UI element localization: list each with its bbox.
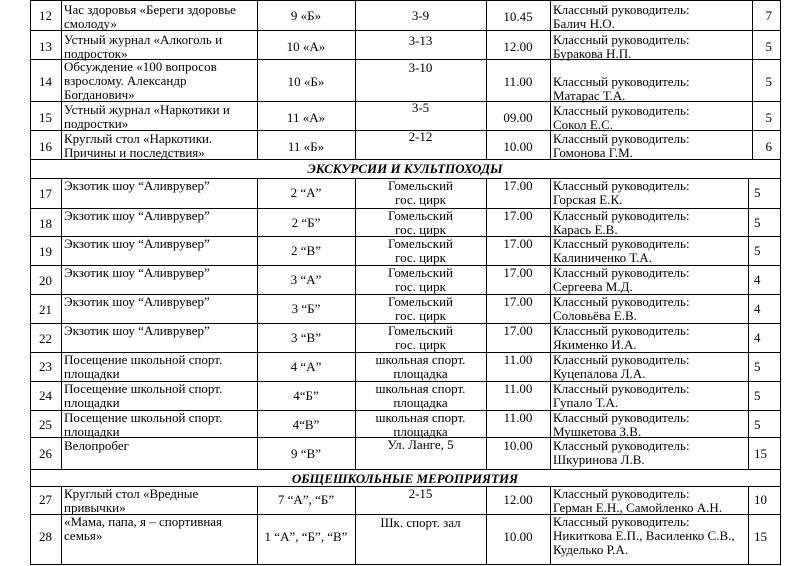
column-border [61,437,62,470]
column-border [550,514,551,565]
column-border [748,410,749,438]
responsible: Классный руководитель: [553,514,690,529]
participant-count: 5 [765,39,772,54]
responsible: Классный руководитель: [553,131,690,146]
responsible: Соловьёва Е.В. [553,308,637,323]
responsible: Классный руководитель: [553,323,690,338]
column-border [550,265,551,295]
responsible: Шкуринова Л.В. [553,452,645,467]
row-number: 21 [39,302,52,317]
column-border [748,514,749,565]
place: Шк. спорт. зал [380,515,461,530]
column-border [550,352,551,382]
row-number: 13 [39,39,52,54]
class-name: 10 «А» [286,39,326,54]
class-name: 9 «Б» [290,8,322,23]
class-name: 4“Б” [293,388,319,403]
place: площадка [393,395,448,410]
time: 09.00 [503,110,533,125]
time: 10.00 [503,139,533,154]
responsible: Классный руководитель: [553,236,690,251]
responsible: Классный руководитель: [553,294,690,309]
column-border [61,265,62,295]
class-name: 3 “А” [290,272,322,287]
column-border [550,410,551,438]
class-name: 11 «А» [286,110,326,125]
event-name: Богданович» [64,87,135,102]
place: гос. цирк [395,222,446,237]
column-border [748,352,749,382]
event-name: площадки [64,424,120,439]
participant-count: 15 [754,529,767,544]
event-name: смолоду» [64,16,117,31]
column-border [748,294,749,324]
column-border [550,437,551,470]
responsible: Герман Е.Н., Самойленко А.Н. [553,500,723,515]
row-number: 15 [39,110,52,125]
event-name: подросток» [64,46,128,61]
column-border [61,381,62,411]
time: 17.00 [503,178,533,193]
time: 10.00 [503,438,533,453]
time: 11.00 [503,74,533,89]
event-name: Экзотик шоу “Аливрувер” [64,236,210,251]
column-border [748,381,749,411]
participant-count: 7 [765,8,772,23]
responsible: Куделько Р.А. [553,542,629,557]
place: Гомельский [387,178,454,193]
column-border [550,381,551,411]
event-name: Круглый стол «Наркотики. [64,131,213,146]
place: Ул. Ланге, 5 [387,437,454,452]
responsible: Матарас Т.А. [553,88,626,103]
column-border [550,59,551,102]
responsible: Классный руководитель: [553,410,690,425]
column-border [780,30,781,60]
column-border [748,265,749,295]
responsible: Гомонова Г.М. [553,145,633,160]
event-name: Причины и последствия» [64,145,205,160]
time: 17.00 [503,294,533,309]
column-border [61,352,62,382]
participant-count: 6 [765,139,772,154]
column-border [748,178,749,209]
participant-count: 5 [754,243,761,258]
responsible: Классный руководитель: [553,486,690,501]
column-border [61,59,62,102]
column-border [61,101,62,131]
responsible: Классный руководитель: [553,208,690,223]
row-number: 17 [39,186,52,201]
place: гос. цирк [395,279,446,294]
participant-count: 4 [754,301,761,316]
row-number: 12 [39,8,52,23]
time: 11.00 [503,410,533,425]
responsible: Гупало Т.А. [553,395,619,410]
column-border [780,59,781,102]
place: Гомельский [387,208,454,223]
place: 3-9 [411,8,430,23]
class-name: 2 “Б” [291,215,321,230]
row-number: 23 [39,359,52,374]
column-border [61,410,62,438]
responsible: Классный руководитель: [553,438,690,453]
class-name: 1 “А”, “Б”, “В” [264,529,348,544]
row-number: 18 [39,216,52,231]
responsible: Классный руководитель: [553,74,690,89]
place: гос. цирк [395,337,446,352]
responsible: Классный руководитель: [553,32,690,47]
row-number: 24 [39,388,52,403]
event-name: площадки [64,366,120,381]
participant-count: 5 [754,388,761,403]
column-border [61,323,62,353]
event-name: Устный журнал «Алкоголь и [64,32,223,47]
event-name: Экзотик шоу “Аливрувер” [64,265,210,280]
place: площадка [393,366,448,381]
place: Гомельский [387,323,454,338]
responsible: Сокол Е.С. [553,117,614,132]
column-border [780,159,781,179]
row-border [30,0,781,1]
event-name: Экзотик шоу “Аливрувер” [64,208,210,223]
place: 2-12 [408,129,433,144]
column-border [61,236,62,266]
row-number: 20 [39,273,52,288]
participant-count: 4 [754,330,761,345]
place: 3-10 [408,60,433,75]
event-name: Велопробег [64,438,129,453]
column-border [61,208,62,237]
time: 10.00 [503,529,533,544]
responsible: Калиниченко Т.А. [553,250,652,265]
event-name: привычки» [64,500,126,515]
participant-count: 10 [754,492,767,507]
class-name: 4 “А” [290,359,322,374]
class-name: 11 «Б» [287,139,325,154]
responsible: Мушкетова З.В. [553,424,642,439]
time: 12.00 [503,492,533,507]
column-border [550,323,551,353]
time: 12.00 [503,39,533,54]
event-name: Круглый стол «Вредные [64,486,199,501]
responsible: Классный руководитель: [553,103,690,118]
column-border [550,486,551,515]
place: гос. цирк [395,250,446,265]
responsible: Буракова Н.П. [553,46,632,61]
class-name: 2 “В” [291,243,321,258]
responsible: Классный руководитель: [553,265,690,280]
time: 17.00 [503,236,533,251]
row-number: 28 [39,529,52,544]
class-name: 2 “А” [290,185,322,200]
column-border [550,0,551,31]
event-name: семья» [64,528,103,543]
row-number: 25 [39,417,52,432]
participant-count: 5 [765,74,772,89]
responsible: Якименко И.А. [553,337,637,352]
class-name: 4“В” [292,417,320,432]
event-name: «Мама, папа, я – спортивная [64,514,223,529]
participant-count: 5 [754,359,761,374]
column-border [61,294,62,324]
participant-count: 5 [754,417,761,432]
column-border [550,30,551,60]
participant-count: 5 [754,185,761,200]
column-border [550,130,551,160]
event-name: Экзотик шоу “Аливрувер” [64,294,210,309]
column-border [61,486,62,515]
event-name: Посещение школьной спорт. [64,410,223,425]
place: гос. цирк [395,308,446,323]
place: школьная спорт. [375,410,466,425]
time: 10.45 [503,9,533,24]
event-name: Посещение школьной спорт. [64,381,223,396]
event-name: подростки» [64,116,129,131]
section-heading: ЭКСКУРСИИ И КУЛЬТПОХОДЫ [307,161,503,176]
event-name: Посещение школьной спорт. [64,352,223,367]
column-border [550,178,551,209]
event-name: взрослому. Александр [64,73,187,88]
responsible: Классный руководитель: [553,2,690,17]
class-name: 9 “В” [291,446,321,461]
column-border [550,208,551,237]
section-heading: ОБЩЕШКОЛЬНЫЕ МЕРОПРИЯТИЯ [291,471,519,486]
column-border [550,294,551,324]
responsible: Классный руководитель: [553,352,690,367]
place: школьная спорт. [375,352,466,367]
row-number: 26 [39,446,52,461]
place: школьная спорт. [375,381,466,396]
responsible: Сергеева М.Д. [553,279,633,294]
event-name: площадки [64,395,120,410]
row-border [30,469,781,470]
column-border [780,0,781,31]
column-border [748,208,749,237]
column-border [748,236,749,266]
column-border [61,30,62,60]
place: 3-13 [408,33,433,48]
time: 17.00 [503,265,533,280]
column-border [748,323,749,353]
place: 2-15 [408,486,433,501]
column-border [748,486,749,515]
responsible: Классный руководитель: [553,381,690,396]
event-name: Обсуждение «100 вопросов [64,59,217,74]
column-border [61,514,62,565]
participant-count: 4 [754,272,761,287]
place: Гомельский [387,265,454,280]
class-name: 7 “А”, “Б” [277,492,335,507]
row-number: 19 [39,244,52,259]
column-border [550,236,551,266]
class-name: 10 «Б» [287,74,325,89]
time: 11.00 [503,381,533,396]
place: Гомельский [387,236,454,251]
column-border [61,178,62,209]
responsible: Карась Е.В. [553,222,618,237]
time: 17.00 [503,323,533,338]
event-name: Экзотик шоу “Аливрувер” [64,323,210,338]
class-name: 3 “В” [291,330,321,345]
responsible: Классный руководитель: [553,178,690,193]
event-name: Устный журнал «Наркотики и [64,102,230,117]
responsible: Никиткова Е.П., Василенко С.В., [553,528,735,543]
column-border [780,130,781,160]
class-name: 3 “Б” [291,301,321,316]
place: площадка [393,424,448,439]
row-border [30,564,781,565]
column-border [550,101,551,131]
row-number: 22 [39,331,52,346]
column-border [61,130,62,160]
row-number: 27 [39,492,52,507]
participant-count: 15 [754,446,767,461]
participant-count: 5 [754,215,761,230]
responsible: Куцепалова Л.А. [553,366,646,381]
event-name: Экзотик шоу “Аливрувер” [64,178,210,193]
responsible: Балич Н.О. [553,16,615,31]
place: гос. цирк [395,192,446,207]
column-border [748,437,749,470]
row-number: 16 [39,139,52,154]
column-border [780,469,781,487]
time: 11.00 [503,352,533,367]
responsible: Горская Е.К. [553,192,623,207]
place: Гомельский [387,294,454,309]
column-border [61,0,62,31]
row-border [30,30,781,31]
place: 3-5 [411,100,430,115]
column-border [780,101,781,131]
participant-count: 5 [765,110,772,125]
event-name: Час здоровья «Береги здоровье [64,2,236,17]
row-number: 14 [39,74,52,89]
time: 17.00 [503,208,533,223]
